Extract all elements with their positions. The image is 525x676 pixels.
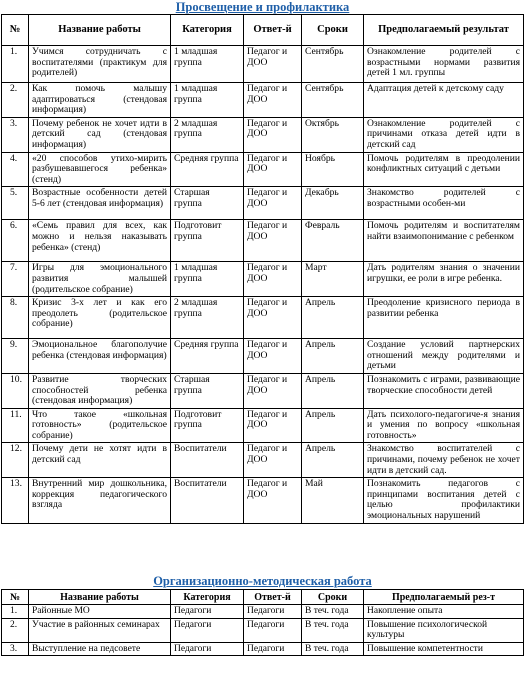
cell-work: Эмоциональное благополучие ребенка (стендовая информация) (29, 339, 171, 374)
cell-term: Октябрь (302, 117, 364, 152)
cell-category: 1 младшая группа (171, 46, 244, 83)
cell-category: Воспитатели (171, 443, 244, 478)
table-row (2, 443, 524, 478)
cell-category: 1 младшая группа (171, 83, 244, 118)
cell-term: Апрель (302, 443, 364, 478)
cell-work: Учимся сотрудничать с воспитателями (практикум для родителей) (29, 46, 171, 83)
cell-work: Как помочь малышу адаптироваться (стендовая информация) (29, 83, 171, 118)
cell-num: 13. (2, 478, 29, 523)
table-row (2, 339, 524, 374)
cell-result: Знакомство воспитателей с причинами, почему ребенок не хочет идти в детский сад. (364, 443, 524, 478)
cell-responsible: Педагог и ДОО (244, 373, 302, 408)
cell-num: 6. (2, 220, 29, 262)
table-row (2, 152, 524, 187)
cell-num: 5. (2, 187, 29, 220)
cell-work: Что такое «школьная готовность» (родительское собрание) (29, 408, 171, 443)
cell-category: Воспитатели (171, 478, 244, 523)
cell-term: Апрель (302, 408, 364, 443)
cell-category: Педагоги (171, 642, 244, 656)
table-row (2, 642, 524, 656)
cell-category: Подготовит группа (171, 220, 244, 262)
cell-work: Возрастные особенности детей 5-6 лет (стендовая информация) (29, 187, 171, 220)
cell-responsible: Педагог и ДОО (244, 478, 302, 523)
table-row (2, 46, 524, 83)
cell-result: Ознакомление родителей с возрастными нормами развития детей 1 мл. группы (364, 46, 524, 83)
header-work: Название работы (29, 15, 171, 46)
cell-result: Помочь родителям и воспитателям найти взаимопонимание с ребенком (364, 220, 524, 262)
header-responsible: Ответ-й (244, 590, 302, 605)
header-category: Категория (171, 15, 244, 46)
cell-responsible: Педагоги (244, 605, 302, 619)
cell-num: 2. (2, 618, 29, 642)
cell-num: 10. (2, 373, 29, 408)
cell-num: 3. (2, 642, 29, 656)
cell-num: 8. (2, 297, 29, 339)
table-row (2, 220, 524, 262)
cell-category: 1 младшая группа (171, 262, 244, 297)
header-responsible: Ответ-й (244, 15, 302, 46)
cell-result: Адаптация детей к детскому саду (364, 83, 524, 118)
table-row (2, 373, 524, 408)
table-row (2, 297, 524, 339)
cell-category: Педагоги (171, 618, 244, 642)
cell-responsible: Педагог и ДОО (244, 117, 302, 152)
cell-num: 12. (2, 443, 29, 478)
header-term: Сроки (302, 15, 364, 46)
cell-category: 2 младшая группа (171, 297, 244, 339)
cell-responsible: Педагоги (244, 618, 302, 642)
cell-responsible: Педагог и ДОО (244, 152, 302, 187)
cell-work: Игры для эмоционального развития малышей (родительское собрание) (29, 262, 171, 297)
cell-term: Декабрь (302, 187, 364, 220)
cell-responsible: Педагог и ДОО (244, 297, 302, 339)
header-work: Название работы (29, 590, 171, 605)
cell-result: Ознакомление родителей с причинами отказа детей идти в детский сад (364, 117, 524, 152)
table-body-org-metod (2, 605, 524, 656)
cell-responsible: Педагог и ДОО (244, 46, 302, 83)
header-result: Предполагаемый рез-т (364, 590, 524, 605)
cell-term: Апрель (302, 297, 364, 339)
cell-work: Кризис 3-х лет и как его преодолеть (родительское собрание) (29, 297, 171, 339)
cell-num: 9. (2, 339, 29, 374)
table-row (2, 187, 524, 220)
cell-responsible: Педагог и ДОО (244, 443, 302, 478)
cell-responsible: Педагог и ДОО (244, 83, 302, 118)
cell-term: Апрель (302, 373, 364, 408)
cell-work: «20 способов утихо-мирить разбушевавшегося ребенка» (стенд) (29, 152, 171, 187)
table-row (2, 408, 524, 443)
cell-num: 7. (2, 262, 29, 297)
cell-result: Повышение компетентности (364, 642, 524, 656)
cell-num: 1. (2, 605, 29, 619)
cell-work: «Семь правил для всех, как можно и нельзя наказывать ребенка» (стенд) (29, 220, 171, 262)
cell-category: Старшая группа (171, 187, 244, 220)
cell-term: Сентябрь (302, 46, 364, 83)
table-body-prosveschenie (2, 46, 524, 524)
cell-result: Преодоление кризисного периода в развитии ребенка (364, 297, 524, 339)
cell-responsible: Педагог и ДОО (244, 220, 302, 262)
cell-term: Март (302, 262, 364, 297)
cell-result: Накопление опыта (364, 605, 524, 619)
cell-category: 2 младшая группа (171, 117, 244, 152)
cell-num: 1. (2, 46, 29, 83)
cell-responsible: Педагог и ДОО (244, 262, 302, 297)
cell-responsible: Педагоги (244, 642, 302, 656)
section-title-org-metod: Организационно-методическая работа (153, 574, 372, 588)
table-row (2, 605, 524, 619)
cell-result: Дать родителям знания о значении игрушки, ее роли в игре ребенка. (364, 262, 524, 297)
header-num: № (2, 15, 29, 46)
cell-responsible: Педагог и ДОО (244, 339, 302, 374)
cell-work: Развитие творческих способностей ребенка (стендовая информация) (29, 373, 171, 408)
cell-result: Познакомить с играми, развивающие творческие способности детей (364, 373, 524, 408)
cell-term: В теч. года (302, 605, 364, 619)
cell-result: Знакомство родителей с возрастными особен-ми (364, 187, 524, 220)
cell-work: Почему ребенок не хочет идти в детский сад (стендовая информация) (29, 117, 171, 152)
table-row (2, 262, 524, 297)
cell-category: Подготовит группа (171, 408, 244, 443)
cell-result: Повышение психологической культуры (364, 618, 524, 642)
cell-work: Выступление на педсовете (29, 642, 171, 656)
cell-category: Старшая группа (171, 373, 244, 408)
table-header-row (2, 590, 524, 605)
cell-responsible: Педагог и ДОО (244, 408, 302, 443)
table-row (2, 618, 524, 642)
cell-term: Май (302, 478, 364, 523)
cell-result: Дать психолого-педагогиче-я знания и умения по вопросу «школьная готовность» (364, 408, 524, 443)
table-row (2, 83, 524, 118)
cell-result: Помочь родителям в преодолении конфликтных ситуаций с детьми (364, 152, 524, 187)
cell-num: 3. (2, 117, 29, 152)
cell-term: Ноябрь (302, 152, 364, 187)
cell-work: Внутренний мир дошкольника, коррекция педагогического взгляда (29, 478, 171, 523)
cell-category: Средняя группа (171, 339, 244, 374)
cell-category: Педагоги (171, 605, 244, 619)
header-category: Категория (171, 590, 244, 605)
table-row (2, 478, 524, 523)
cell-work: Участие в районных семинарах (29, 618, 171, 642)
cell-category: Средняя группа (171, 152, 244, 187)
cell-responsible: Педагог и ДОО (244, 187, 302, 220)
header-num: № (2, 590, 29, 605)
cell-work: Почему дети не хотят идти в детский сад (29, 443, 171, 478)
table-org-metod (1, 589, 524, 656)
cell-term: Сентябрь (302, 83, 364, 118)
cell-num: 11. (2, 408, 29, 443)
cell-work: Районные МО (29, 605, 171, 619)
table-row (2, 117, 524, 152)
table-prosveschenie (1, 14, 524, 524)
cell-result: Познакомить педагогов с принципами воспитания детей с целью профилактики эмоциональных нарушений (364, 478, 524, 523)
section-title-prosveschenie: Просвещение и профилактика (175, 0, 350, 14)
cell-term: В теч. года (302, 642, 364, 656)
cell-result: Создание условий партнерских отношений между родителями и детьми (364, 339, 524, 374)
cell-num: 2. (2, 83, 29, 118)
cell-term: Февраль (302, 220, 364, 262)
cell-term: Апрель (302, 339, 364, 374)
header-term: Сроки (302, 590, 364, 605)
cell-term: В теч. года (302, 618, 364, 642)
header-result: Предполагаемый результат (364, 15, 524, 46)
table-header-row (2, 15, 524, 46)
cell-num: 4. (2, 152, 29, 187)
